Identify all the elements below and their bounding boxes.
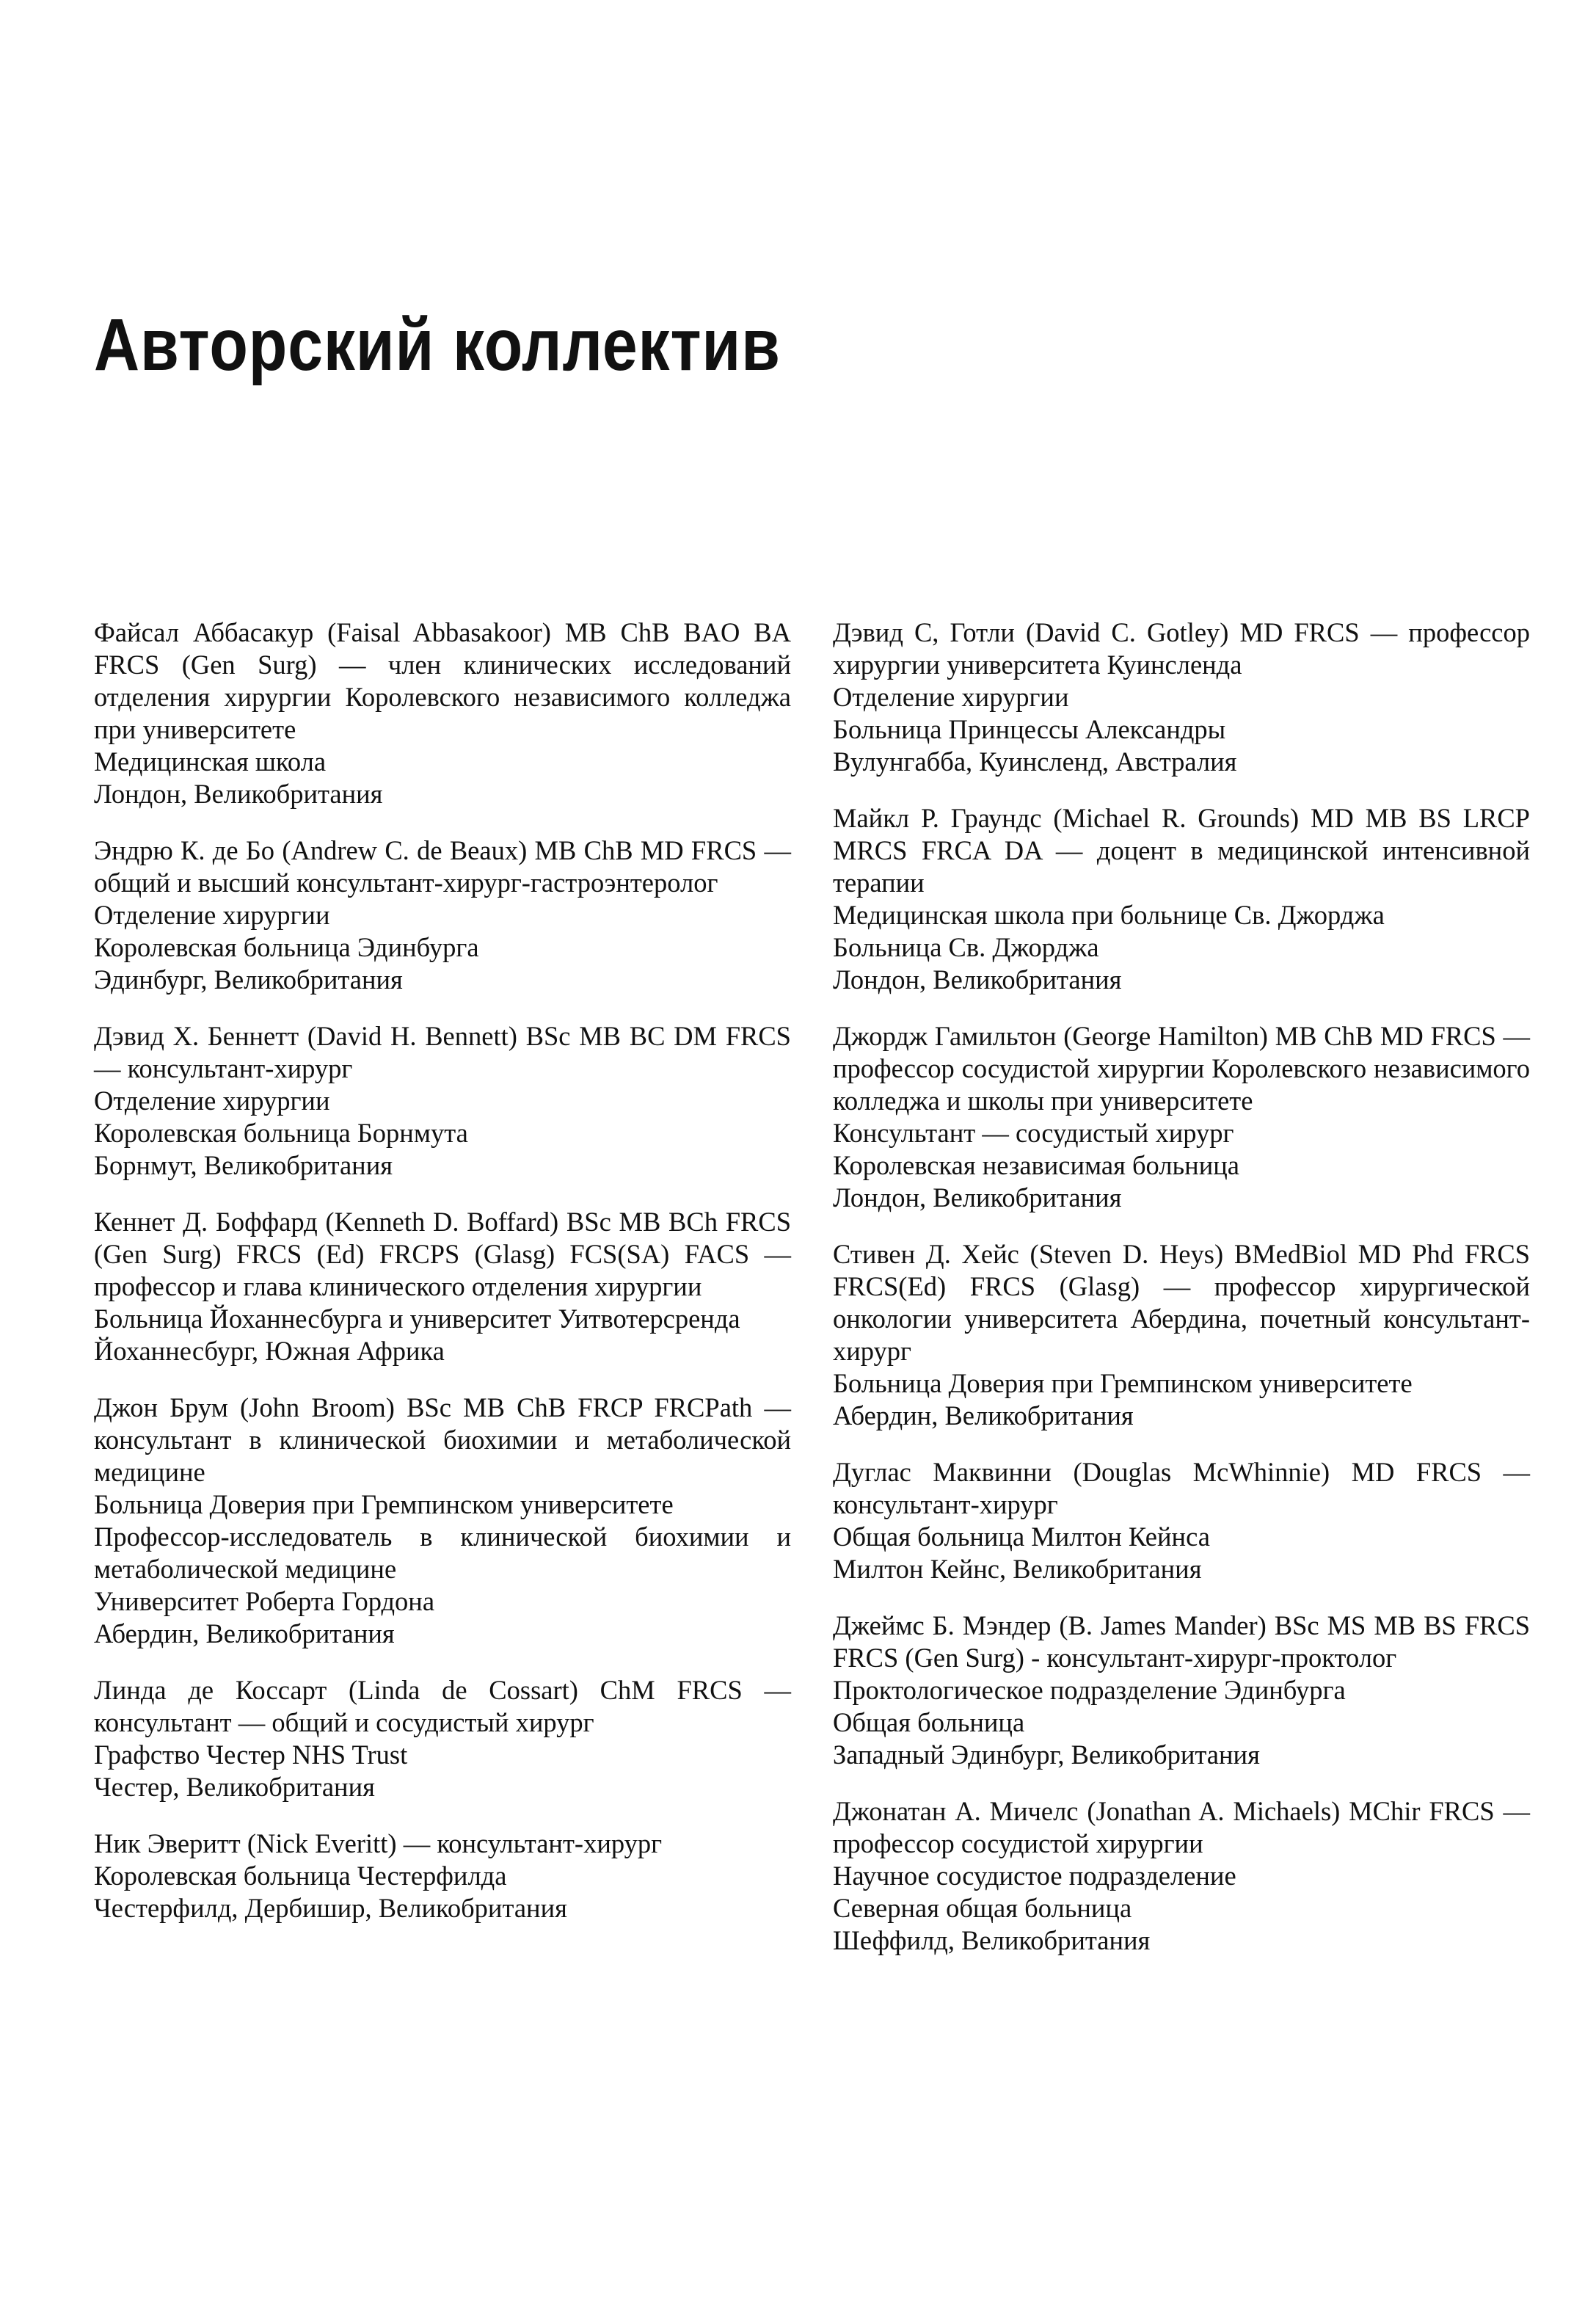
author-entry (94, 1020, 791, 1182)
page-title: Авторский коллектив (94, 304, 781, 386)
author-entry (833, 1456, 1530, 1585)
author-heading: Файсал Аббасакур (Faisal Abbasakoor) MB ChB BAO BA FRCS (Gen Surg) — член клинических исследований отделения хирургии Королевского независимого колледжа при университете (94, 617, 791, 744)
author-entry (94, 1392, 791, 1650)
author-heading: Дэвид С, Готли (David C. Gotley) MD FRCS — профессор хирургии университета Куинсленда (833, 617, 1530, 680)
author-heading: Майкл Р. Граундс (Michael R. Grounds) MD MB BS LRCP MRCS FRCA DA — доцент в медицинской интенсивной терапии (833, 803, 1530, 898)
author-entry (94, 1206, 791, 1367)
affiliation-line: Больница Принцессы Александры (833, 714, 1226, 744)
author-heading: Дуглас Маквинни (Douglas McWhinnie) MD FRCS — консультант-хирург (833, 1457, 1530, 1519)
affiliation-line: Проктологическое подразделение Эдинбурга (833, 1675, 1346, 1705)
right-column (833, 617, 1530, 1981)
affiliation-line: Научное сосудистое подразделение (833, 1861, 1236, 1891)
affiliation-line: Графство Честер NHS Trust (94, 1740, 408, 1770)
affiliation-line: Медицинская школа при больнице Св. Джорджа (833, 900, 1385, 930)
author-heading: Стивен Д. Хейс (Steven D. Heys) BMedBiol MD Phd FRCS FRCS(Ed) FRCS (Glasg) — профессор хирургической онкологии университета Абердина, почетный консультант-хирург (833, 1239, 1530, 1366)
affiliation-line: Королевская больница Честерфилда (94, 1861, 507, 1891)
author-entry (833, 1610, 1530, 1771)
author-entry (94, 1674, 791, 1803)
affiliation-line: Королевская больница Борнмута (94, 1118, 468, 1148)
affiliation-line: Больница Доверия при Гремпинском университете (833, 1368, 1413, 1398)
affiliation-line: Больница Св. Джорджа (833, 932, 1099, 962)
author-entry (833, 617, 1530, 778)
affiliation-line: Отделение хирургии (833, 682, 1069, 712)
affiliation-line: Королевская независимая больница (833, 1150, 1239, 1180)
author-heading: Джон Брум (John Broom) BSc MB ChB FRCP FRCPath — консультант в клинической биохимии и метаболической медицине (94, 1392, 791, 1487)
location-line: Честерфилд, Дербишир, Великобритания (94, 1893, 567, 1923)
affiliation-line: Королевская больница Эдинбурга (94, 932, 479, 962)
affiliation-line: Общая больница Милтон Кейнса (833, 1522, 1210, 1552)
location-line: Западный Эдинбург, Великобритания (833, 1740, 1260, 1770)
author-entry (833, 802, 1530, 996)
location-line: Абердин, Великобритания (833, 1400, 1134, 1431)
location-line: Лондон, Великобритания (833, 1182, 1122, 1213)
location-line: Шеффилд, Великобритания (833, 1925, 1151, 1955)
author-entry (833, 1020, 1530, 1214)
author-entry (833, 1795, 1530, 1957)
location-line: Борнмут, Великобритания (94, 1150, 393, 1180)
affiliation-line: Отделение хирургии (94, 1086, 330, 1116)
author-entry (94, 835, 791, 996)
location-line: Йоханнесбург, Южная Африка (94, 1336, 445, 1366)
location-line: Лондон, Великобритания (94, 779, 383, 809)
author-heading: Эндрю К. де Бо (Andrew C. de Beaux) MB ChB MD FRCS — общий и высший консультант-хирург-гастроэнтеролог (94, 835, 791, 898)
affiliation-line: Консультант — сосудистый хирург (833, 1118, 1234, 1148)
location-line: Эдинбург, Великобритания (94, 964, 403, 995)
author-heading: Джеймс Б. Мэндер (В. James Mander) BSc MS MB BS FRCS FRCS (Gen Surg) - консультант-хирург-проктолог (833, 1610, 1530, 1673)
left-column (94, 617, 791, 1949)
location-line: Вулунгабба, Куинсленд, Австралия (833, 746, 1237, 777)
author-heading: Джордж Гамильтон (George Hamilton) MB ChB MD FRCS — профессор сосудистой хирургии Королевского независимого колледжа и школы при университете (833, 1021, 1530, 1116)
author-heading: Ник Эверитт (Nick Everitt) — консультант-хирург (94, 1828, 663, 1858)
location-line: Лондон, Великобритания (833, 964, 1122, 995)
affiliation-line: Больница Йоханнесбурга и университет Уитвотерсренда (94, 1304, 740, 1334)
author-heading: Джонатан А. Мичелс (Jonathan A. Michaels) MChir FRCS — профессор сосудистой хирургии (833, 1796, 1530, 1858)
affiliation-line: Больница Доверия при Гремпинском университете (94, 1489, 674, 1519)
affiliation-line: Университет Роберта Гордона (94, 1586, 435, 1616)
affiliation-line: Отделение хирургии (94, 900, 330, 930)
location-line: Милтон Кейнс, Великобритания (833, 1554, 1202, 1584)
author-entry (94, 617, 791, 810)
location-line: Абердин, Великобритания (94, 1618, 395, 1648)
author-entry (94, 1828, 791, 1924)
author-heading: Линда де Коссарт (Linda de Cossart) ChM FRCS — консультант — общий и сосудистый хирург (94, 1675, 791, 1737)
affiliation-line: Медицинская школа (94, 746, 327, 777)
author-heading: Дэвид X. Беннетт (David H. Bennett) BSc MB BC DM FRCS — консультант-хирург (94, 1021, 791, 1083)
affiliation-line: Северная общая больница (833, 1893, 1132, 1923)
author-heading: Кеннет Д. Боффард (Kenneth D. Boffard) BSc MB BCh FRCS (Gen Surg) FRCS (Ed) FRCPS (Glasg) FCS(SA) FACS — профессор и глава клинического отделения хирургии (94, 1207, 791, 1301)
author-entry (833, 1238, 1530, 1432)
affiliation-line: Профессор-исследователь в клинической биохимии и метаболической медицине (94, 1522, 791, 1584)
affiliation-line: Общая больница (833, 1707, 1025, 1737)
location-line: Честер, Великобритания (94, 1772, 375, 1802)
